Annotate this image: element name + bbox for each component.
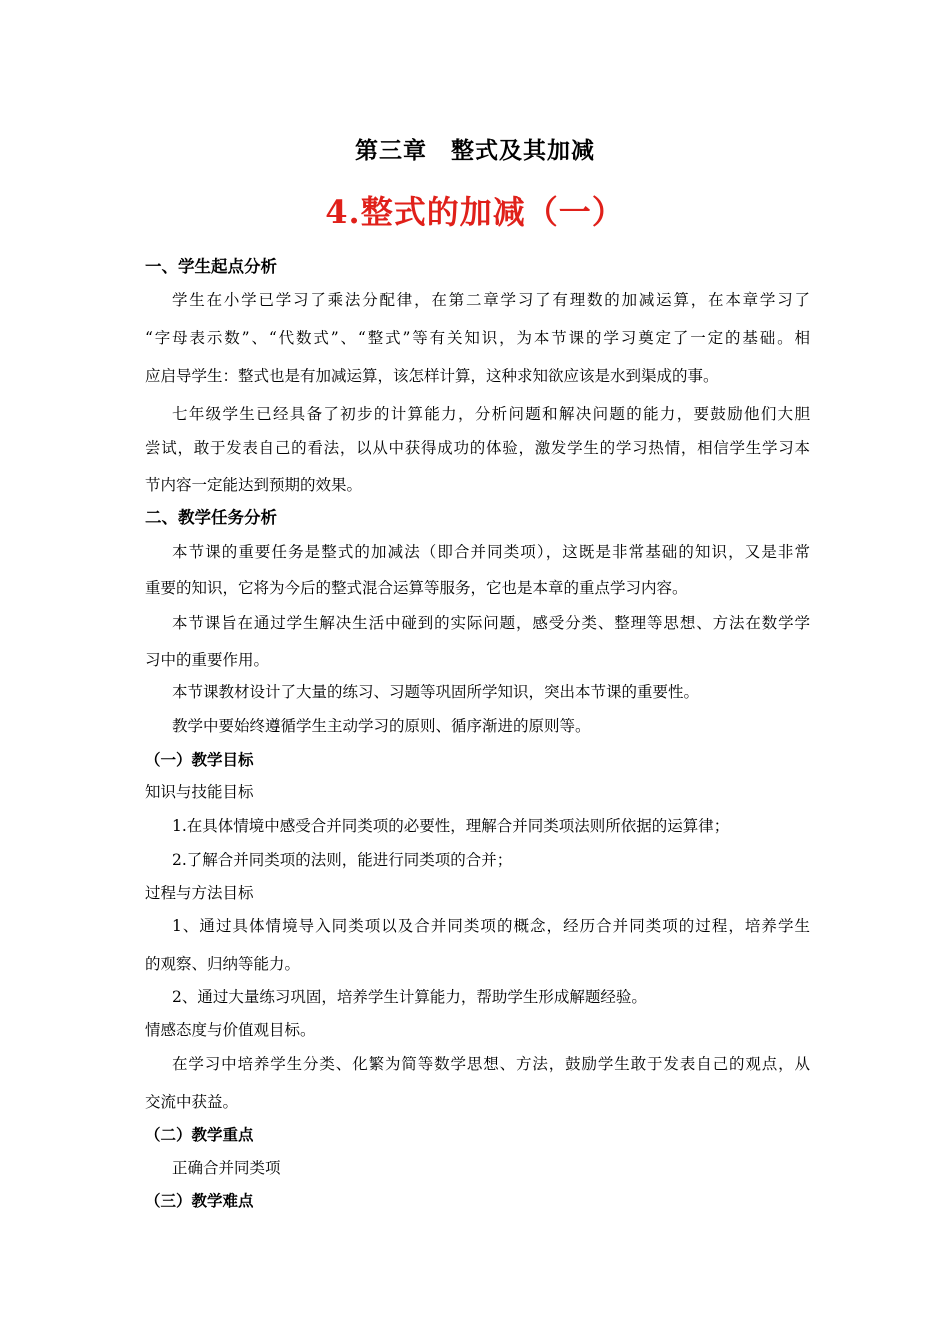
objective-item: 在学习中培养学生分类、化繁为简等数学思想、方法，鼓励学生敢于发表自己的观点，从	[172, 1055, 810, 1073]
objective-label-emotion: 情感态度与价值观目标。	[145, 1021, 316, 1039]
objective-item: 1.在具体情境中感受合并同类项的必要性，理解合并同类项法则所依据的运算律；	[172, 817, 730, 835]
objective-label-knowledge: 知识与技能目标	[145, 783, 254, 801]
objective-item: 交流中获益。	[145, 1093, 239, 1111]
objective-item: 1、通过具体情境导入同类项以及合并同类项的概念，经历合并同类项的过程，培养学生	[172, 917, 810, 935]
paragraph-line: 七年级学生已经具备了初步的计算能力，分析问题和解决问题的能力，要鼓励他们大胆	[172, 405, 810, 423]
paragraph-line: 重要的知识，它将为今后的整式混合运算等服务，它也是本章的重点学习内容。	[145, 579, 688, 597]
paragraph-line: “字母表示数”、“代数式”、“整式”等有关知识，为本节课的学习奠定了一定的基础。相	[145, 329, 810, 347]
paragraph-line: 本节课的重要任务是整式的加减法（即合并同类项），这既是非常基础的知识，又是非常	[172, 543, 810, 561]
section-heading-task-analysis: 二、教学任务分析	[145, 508, 277, 527]
paragraph-line: 学生在小学已学习了乘法分配律，在第二章学习了有理数的加减运算，在本章学习了	[172, 291, 810, 309]
paragraph-line: 教学中要始终遵循学生主动学习的原则、循序渐进的原则等。	[172, 717, 591, 735]
chapter-title: 第三章 整式及其加减	[355, 137, 595, 164]
paragraph-line: 本节课教材设计了大量的练习、习题等巩固所学知识，突出本节课的重要性。	[172, 683, 700, 701]
subheading-key-points: （二）教学重点	[145, 1125, 254, 1144]
paragraph-line: 应启导学生：整式也是有加减运算，该怎样计算，这种求知欲应该是水到渠成的事。	[145, 367, 719, 385]
objective-label-process: 过程与方法目标	[145, 884, 254, 902]
paragraph-line: 尝试，敢于发表自己的看法，以从中获得成功的体验，激发学生的学习热情，相信学生学习本	[145, 439, 810, 457]
paragraph-line: 节内容一定能达到预期的效果。	[145, 476, 363, 494]
lesson-title: 4.整式的加减（一）	[325, 193, 625, 231]
objective-item: 2、通过大量练习巩固，培养学生计算能力，帮助学生形成解题经验。	[172, 988, 647, 1006]
key-points-text: 正确合并同类项	[172, 1159, 281, 1177]
section-heading-student-analysis: 一、学生起点分析	[145, 257, 277, 276]
objective-item: 2.了解合并同类项的法则，能进行同类项的合并；	[172, 851, 513, 869]
paragraph-line: 本节课旨在通过学生解决生活中碰到的实际问题，感受分类、整理等思想、方法在数学学	[172, 614, 810, 632]
subheading-teaching-objectives: （一）教学目标	[145, 750, 254, 769]
paragraph-line: 习中的重要作用。	[145, 651, 270, 669]
subheading-difficulties: （三）教学难点	[145, 1191, 254, 1210]
objective-item: 的观察、归纳等能力。	[145, 955, 301, 973]
